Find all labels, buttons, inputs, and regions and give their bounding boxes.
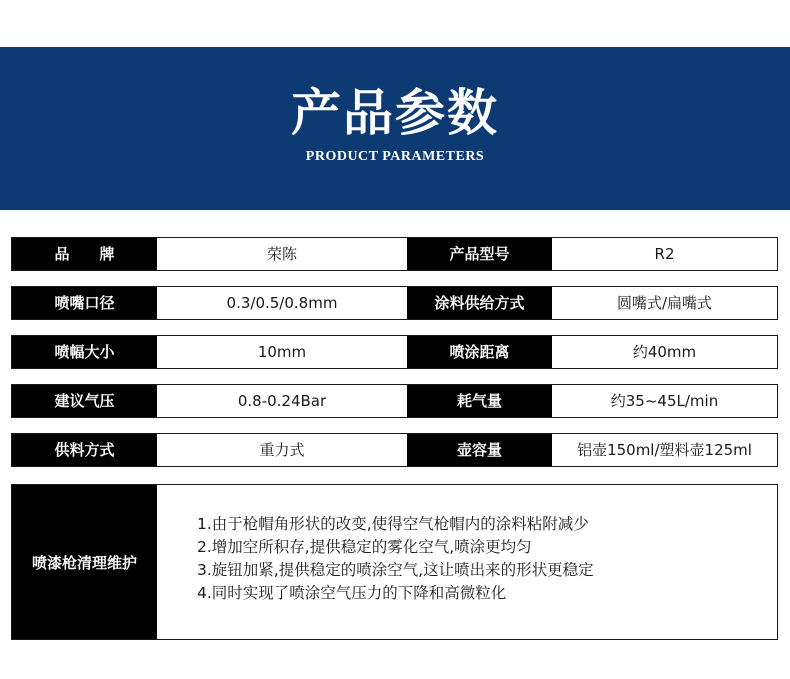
spec-label: 喷涂距离: [407, 336, 552, 368]
maintenance-item: 2.增加空所积存,提供稳定的雾化空气,喷涂更均匀: [197, 538, 532, 556]
spec-label: 产品型号: [407, 238, 552, 270]
spec-value: 重力式: [259, 441, 305, 459]
spec-row-nozzle: [11, 286, 778, 320]
spec-value: 0.8-0.24Bar: [237, 392, 327, 410]
page-subtitle: PRODUCT PARAMETERS: [305, 149, 485, 164]
spec-label: 喷幅大小: [12, 336, 157, 368]
spec-label: 耗气量: [407, 385, 552, 417]
spec-label: 喷嘴口径: [12, 287, 157, 319]
spec-value: 约35~45L/min: [610, 392, 719, 410]
spec-value: R2: [654, 245, 675, 263]
spec-row-feed: [11, 433, 778, 467]
spec-value: 荣陈: [266, 245, 297, 263]
header-banner: [0, 47, 790, 210]
maintenance-label: 喷漆枪清理维护: [12, 485, 157, 639]
spec-value: 约40mm: [632, 343, 697, 361]
maintenance-item: 1.由于枪帽角形状的改变,使得空气枪帽内的涂料粘附减少: [197, 515, 589, 533]
maintenance-item: 4.同时实现了喷涂空气压力的下降和高微粒化: [197, 584, 507, 602]
spec-value: 10mm: [257, 343, 307, 361]
spec-value: 圆嘴式/扁嘴式: [616, 294, 713, 312]
spec-label: 品 牌: [12, 238, 157, 270]
spec-value: 0.3/0.5/0.8mm: [226, 294, 338, 312]
spec-label: 供料方式: [12, 434, 157, 466]
spec-row-spray-width: [11, 335, 778, 369]
maintenance-list: [197, 513, 594, 605]
spec-row-pressure: [11, 384, 778, 418]
maintenance-section: [11, 484, 778, 640]
page-title: 产品参数: [291, 83, 499, 142]
spec-label: 建议气压: [12, 385, 157, 417]
maintenance-item: 3.旋钮加紧,提供稳定的喷涂空气,这让喷出来的形状更稳定: [197, 561, 594, 579]
spec-value: 铝壶150ml/塑料壶125ml: [577, 441, 752, 459]
spec-row-brand: [11, 237, 778, 271]
spec-label: 壶容量: [407, 434, 552, 466]
spec-label: 涂料供给方式: [407, 287, 552, 319]
